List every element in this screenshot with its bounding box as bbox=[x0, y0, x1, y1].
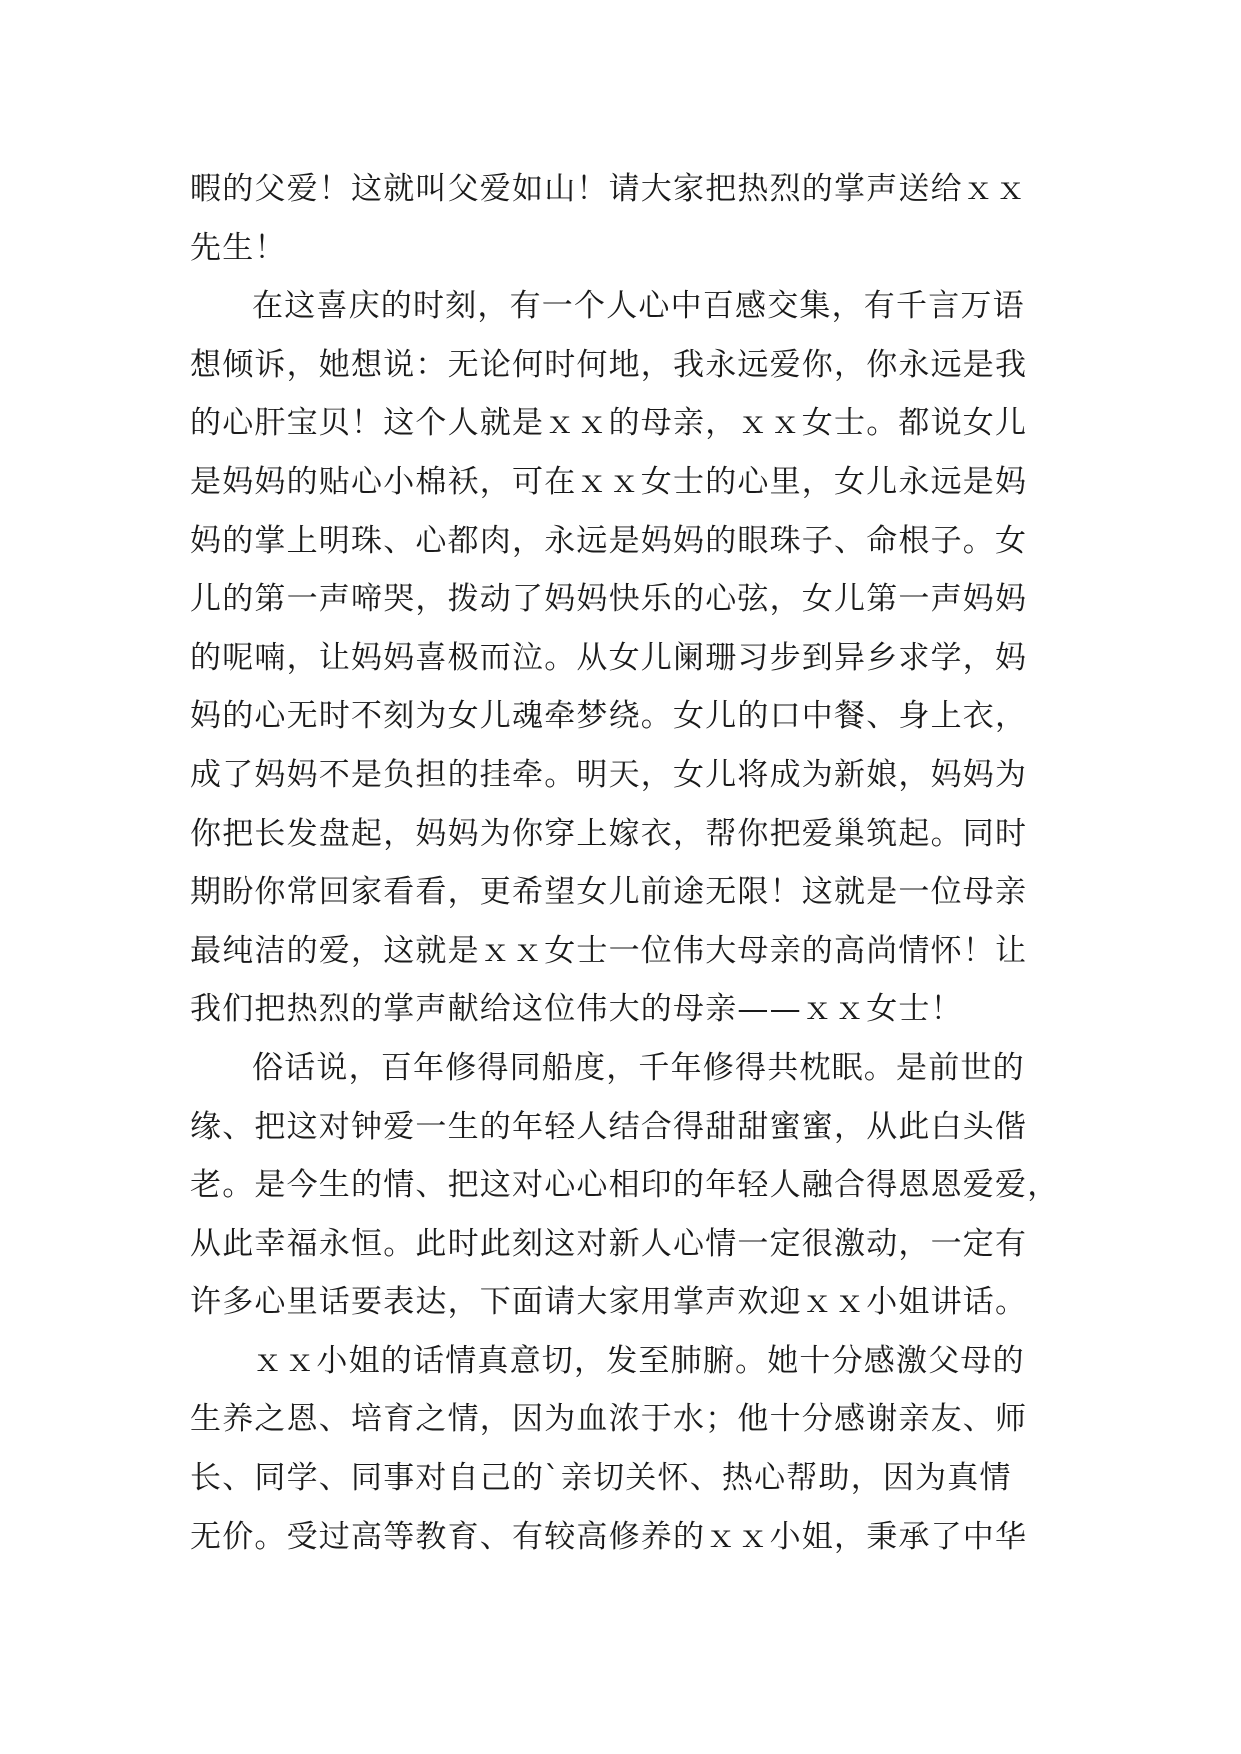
text-line: ｘｘ小姐的话情真意切，发至肺腑。她十分感激父母的 bbox=[252, 1342, 1025, 1379]
text-line: 暇的父爱！这就叫父爱如山！请大家把热烈的掌声送给ｘｘ bbox=[190, 171, 1028, 207]
document-body bbox=[190, 160, 1060, 1566]
text-line: 妈的心无时不刻为女儿魂牵梦绕。女儿的口中餐、身上衣， bbox=[190, 698, 1028, 735]
text-line: 成了妈妈不是负担的挂牵。明天，女儿将成为新娘，妈妈为 bbox=[190, 756, 1028, 793]
text-line: 想倾诉，她想说：无论何时何地，我永远爱你，你永远是我 bbox=[190, 346, 1028, 383]
paragraph-proverb bbox=[190, 1039, 1060, 1332]
text-line: 许多心里话要表达，下面请大家用掌声欢迎ｘｘ小姐讲话。 bbox=[190, 1284, 1028, 1321]
text-line: 无价。受过高等教育、有较高修养的ｘｘ小姐，秉承了中华 bbox=[190, 1518, 1028, 1555]
text-line: 儿的第一声啼哭，拨动了妈妈快乐的心弦，女儿第一声妈妈 bbox=[190, 581, 1028, 618]
paragraph-mother bbox=[190, 277, 1050, 1039]
text-line: 长、同学、同事对自己的`亲切关怀、热心帮助，因为真情 bbox=[190, 1460, 1012, 1497]
text-line: 老。是今生的情、把这对心心相印的年轻人融合得恩恩爱爱， bbox=[190, 1167, 1060, 1204]
text-line: 在这喜庆的时刻，有一个人心中百感交集，有千言万语 bbox=[252, 288, 1025, 325]
text-line: 从此幸福永恒。此时此刻这对新人心情一定很激动，一定有 bbox=[190, 1225, 1028, 1262]
text-line: 你把长发盘起，妈妈为你穿上嫁衣，帮你把爱巢筑起。同时 bbox=[190, 815, 1028, 852]
text-line: 缘、把这对钟爱一生的年轻人结合得甜甜蜜蜜，从此白头偕 bbox=[190, 1108, 1028, 1145]
paragraph-bride-speech bbox=[190, 1332, 1050, 1566]
paragraph-father-closing bbox=[190, 160, 1050, 277]
text-line: 最纯洁的爱，这就是ｘｘ女士一位伟大母亲的高尚情怀！让 bbox=[190, 932, 1028, 969]
text-line: 生养之恩、培育之情，因为血浓于水；他十分感谢亲友、师 bbox=[190, 1401, 1028, 1438]
text-line: 我们把热烈的掌声献给这位伟大的母亲——ｘｘ女士！ bbox=[190, 991, 963, 1028]
text-line: 妈的掌上明珠、心都肉，永远是妈妈的眼珠子、命根子。女 bbox=[190, 522, 1028, 559]
text-line: 的呢喃，让妈妈喜极而泣。从女儿阑珊习步到异乡求学，妈 bbox=[190, 639, 1028, 676]
text-line: 期盼你常回家看看，更希望女儿前途无限！这就是一位母亲 bbox=[190, 874, 1028, 911]
text-line: 的心肝宝贝！这个人就是ｘｘ的母亲，ｘｘ女士。都说女儿 bbox=[190, 405, 1028, 442]
text-line: 俗话说，百年修得同船度，千年修得共枕眠。是前世的 bbox=[252, 1049, 1025, 1086]
text-line: 是妈妈的贴心小棉袄，可在ｘｘ女士的心里，女儿永远是妈 bbox=[190, 463, 1028, 500]
text-line: 先生！ bbox=[190, 229, 287, 266]
